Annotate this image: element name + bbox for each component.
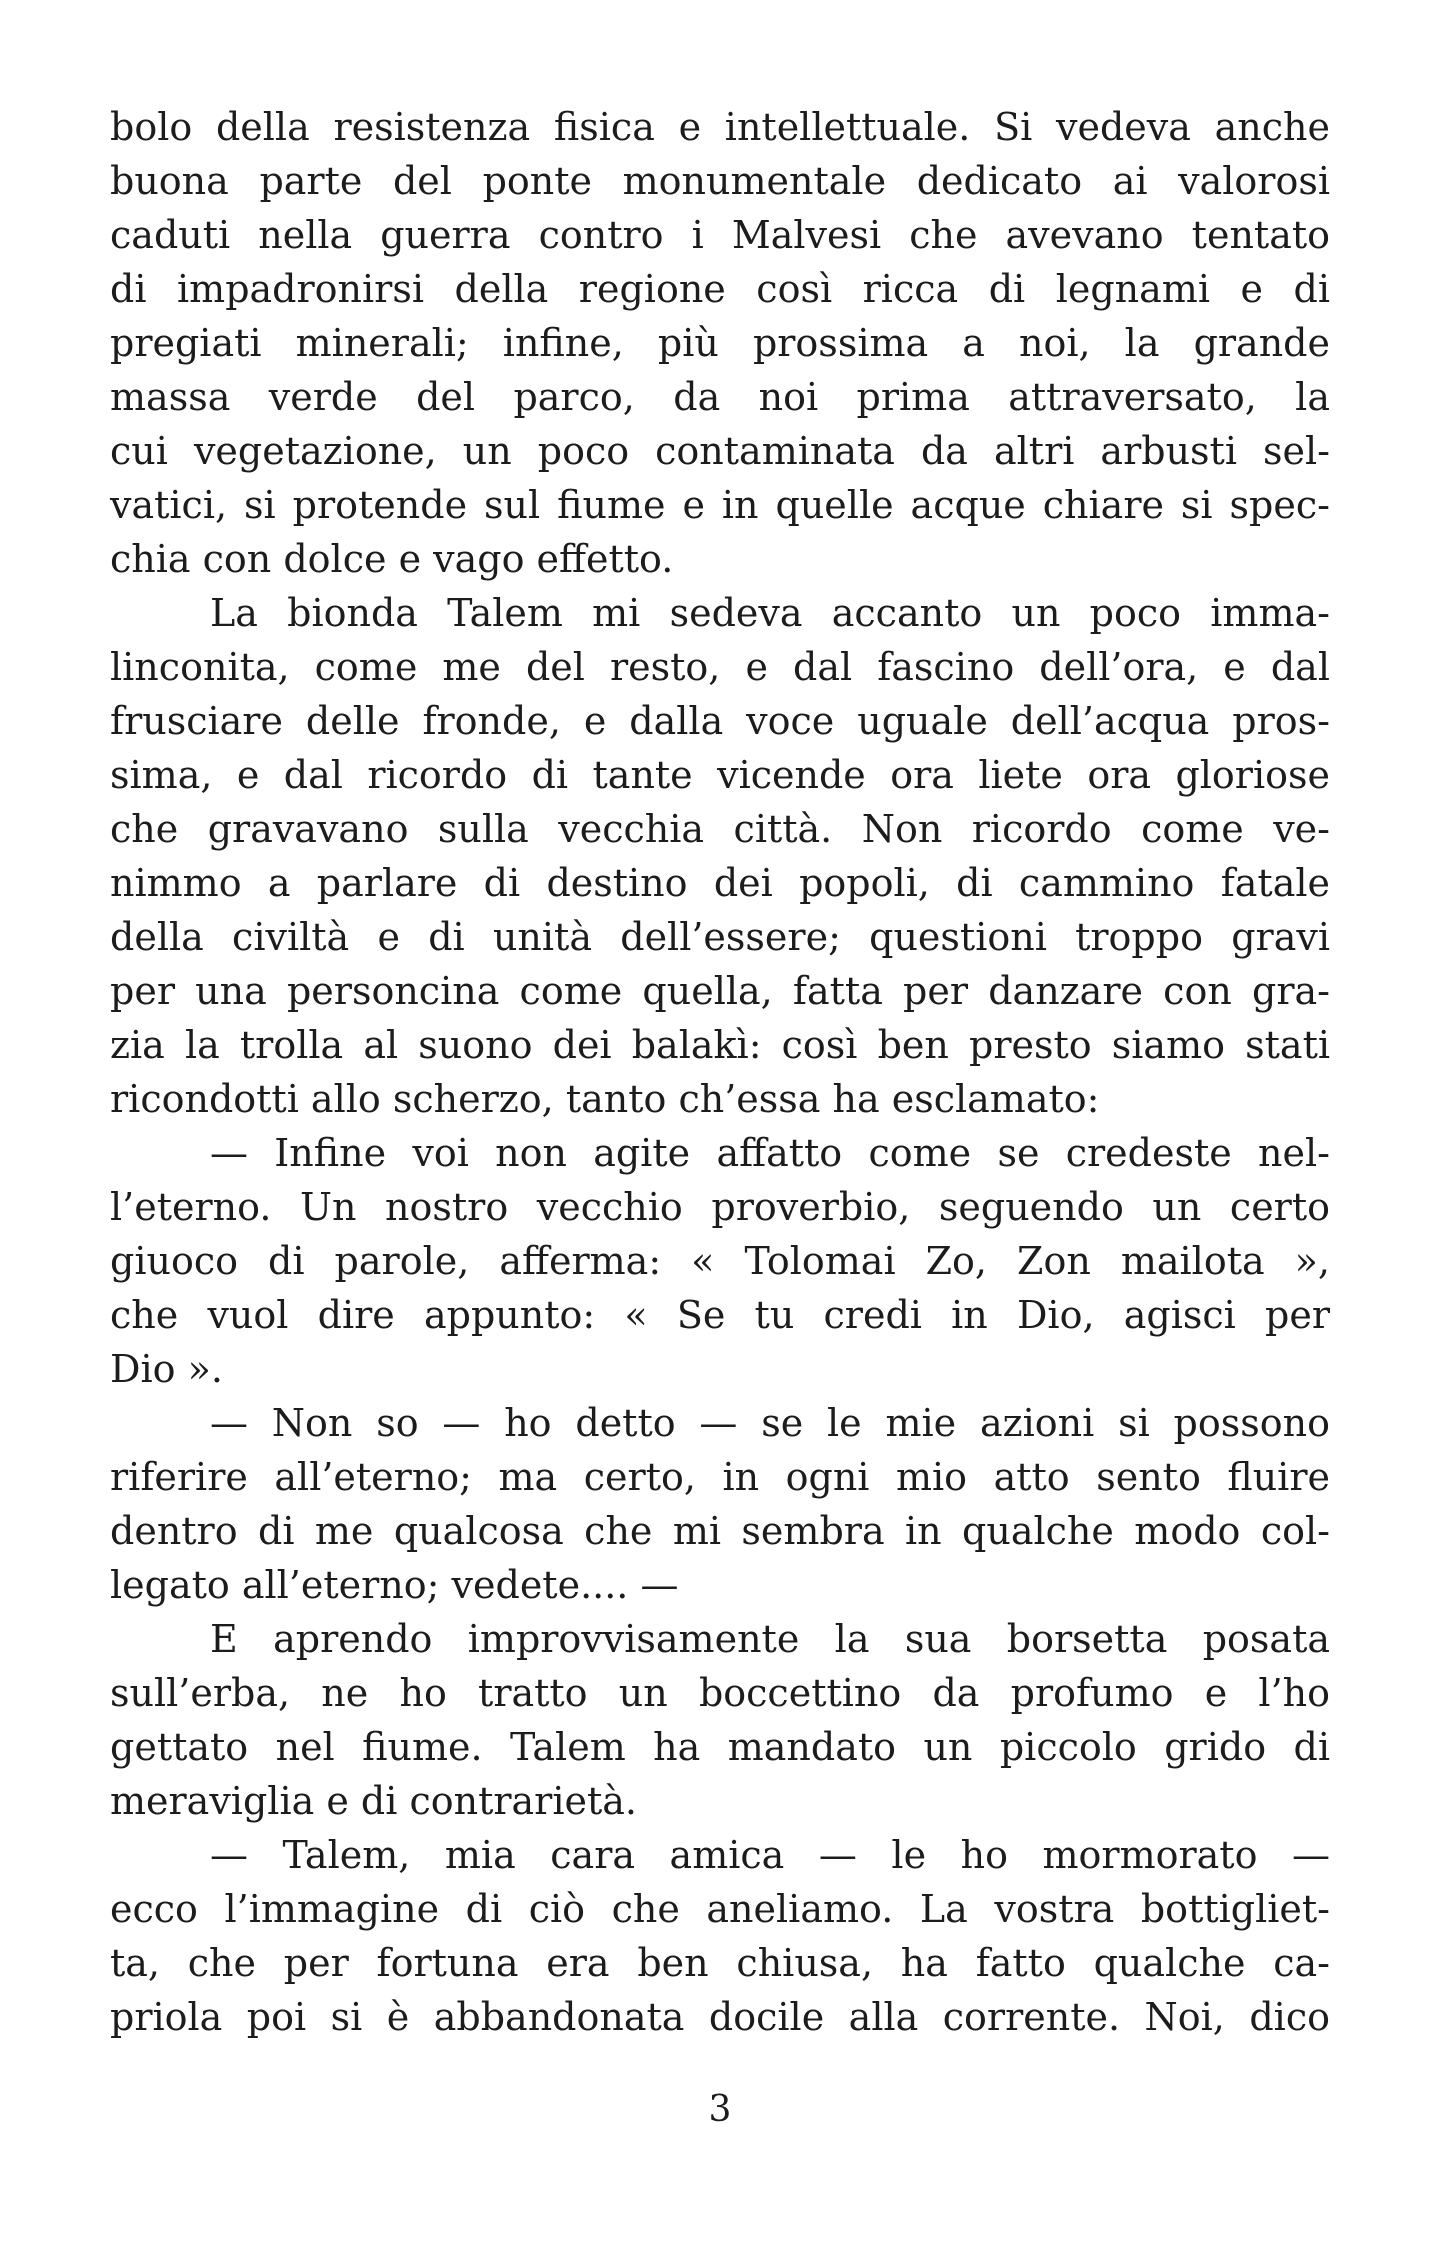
text-line: meraviglia e di contrarietà. — [110, 1779, 637, 1823]
text-line: vatici, si protende sul fiume e in quelle acque chiare si spec- — [110, 483, 1330, 527]
text-line: chia con dolce e vago effetto. — [110, 537, 674, 581]
paragraph-start-line: — Infine voi non agite affatto come se credeste nel- — [210, 1131, 1330, 1175]
paragraph-start-line: — Talem, mia cara amica — le ho mormorato — — [210, 1833, 1330, 1877]
text-line: gettato nel fiume. Talem ha mandato un piccolo grido di — [110, 1725, 1330, 1769]
text-line: caduti nella guerra contro i Malvesi che avevano tentato — [110, 213, 1330, 257]
text-line: linconita, come me del resto, e dal fascino dell’ora, e dal — [110, 645, 1330, 689]
paragraph-start-line: E aprendo improvvisamente la sua borsetta posata — [210, 1617, 1330, 1661]
text-line: che gravavano sulla vecchia città. Non ricordo come ve- — [110, 807, 1330, 851]
text-line: della civiltà e di unità dell’essere; questioni troppo gravi — [110, 915, 1330, 959]
text-line: riferire all’eterno; ma certo, in ogni mio atto sento fluire — [110, 1455, 1330, 1499]
text-line: ecco l’immagine di ciò che aneliamo. La vostra bottigliet- — [110, 1887, 1330, 1931]
page-number: 3 — [708, 2089, 732, 2130]
text-line: di impadronirsi della regione così ricca di legnami e di — [110, 267, 1330, 311]
paragraph-start-line: — Non so — ho detto — se le mie azioni si possono — [210, 1401, 1330, 1445]
text-line: dentro di me qualcosa che mi sembra in qualche modo col- — [110, 1509, 1330, 1553]
text-line: bolo della resistenza fisica e intellettuale. Si vedeva anche — [110, 105, 1330, 149]
text-line: Dio ». — [110, 1347, 223, 1391]
text-line: che vuol dire appunto: « Se tu credi in Dio, agisci per — [110, 1293, 1330, 1337]
text-line: massa verde del parco, da noi prima attraversato, la — [110, 375, 1330, 419]
text-line: priola poi si è abbandonata docile alla corrente. Noi, dico — [110, 1995, 1330, 2039]
text-line: frusciare delle fronde, e dalla voce uguale dell’acqua pros- — [110, 699, 1330, 743]
paragraph-start-line: La bionda Talem mi sedeva accanto un poco imma- — [210, 591, 1330, 635]
text-line: pregiati minerali; infine, più prossima a noi, la grande — [110, 321, 1330, 365]
text-line: ta, che per fortuna era ben chiusa, ha fatto qualche ca- — [110, 1941, 1330, 1985]
text-line: sima, e dal ricordo di tante vicende ora liete ora gloriose — [110, 753, 1330, 797]
text-line: cui vegetazione, un poco contaminata da altri arbusti sel- — [110, 429, 1330, 473]
text-line: sull’erba, ne ho tratto un boccettino da profumo e l’ho — [110, 1671, 1330, 1715]
text-line: legato all’eterno; vedete.... — — [110, 1563, 679, 1607]
text-line: nimmo a parlare di destino dei popoli, di cammino fatale — [110, 861, 1330, 905]
text-line: zia la trolla al suono dei balakì: così ben presto siamo stati — [110, 1023, 1330, 1067]
text-line: buona parte del ponte monumentale dedicato ai valorosi — [110, 159, 1330, 203]
text-line: ricondotti allo scherzo, tanto ch’essa ha esclamato: — [110, 1077, 1100, 1121]
text-line: giuoco di parole, afferma: « Tolomai Zo, Zon mailota », — [110, 1239, 1330, 1283]
text-line: per una personcina come quella, fatta per danzare con gra- — [110, 969, 1330, 1013]
text-line: l’eterno. Un nostro vecchio proverbio, seguendo un certo — [110, 1185, 1330, 1229]
